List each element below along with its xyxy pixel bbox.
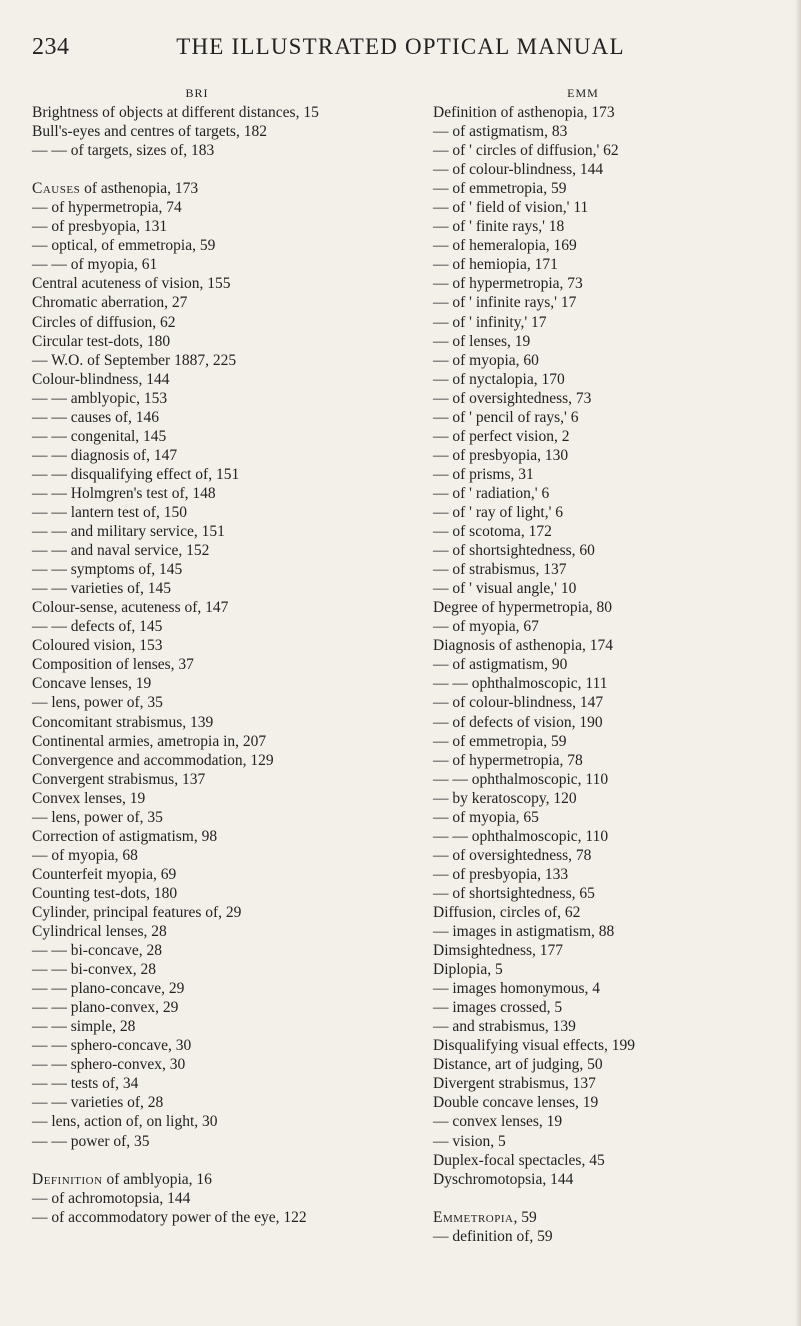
index-entry: — — varieties of, 28 [32,1094,164,1112]
index-entry: Definition of asthenopia, 173 [433,104,615,121]
index-entry: — of ' radiation,' 6 [433,484,550,502]
index-entry: — of myopia, 67 [433,618,539,636]
section-gap [32,1151,362,1170]
index-entry: — — ophthalmoscopic, 111 [433,675,608,693]
index-entry: — — symptoms of, 145 [32,561,183,579]
index-entry: — of scotoma, 172 [433,523,552,541]
index-entry: — of ' visual angle,' 10 [433,580,577,598]
index-entry: — vision, 5 [433,1132,506,1150]
index-entry: — of hemiopia, 171 [433,256,558,274]
index-entry: — of emmetropia, 59 [433,180,567,198]
index-entry: — — causes of, 146 [32,408,159,426]
index-entry: — of hemeralopia, 169 [433,237,577,255]
index-entry: — of hypermetropia, 78 [433,751,583,769]
index-entry: — of defects of vision, 190 [433,713,603,731]
page-number: 234 [32,34,70,60]
index-entry: — lens, action of, on light, 30 [32,1113,218,1131]
running-head: THE ILLUSTRATED OPTICAL MANUAL [176,34,625,59]
index-entry: — — simple, 28 [32,1018,136,1036]
index-entry: — images crossed, 5 [433,999,563,1017]
index-entry: — images in astigmatism, 88 [433,923,615,941]
index-entry: — — sphero-convex, 30 [32,1056,186,1074]
index-entry: Central acuteness of vision, 155 [32,275,231,293]
index-entry: Causes of asthenopia, 173 [32,180,199,198]
index-entry: — of emmetropia, 59 [433,732,567,750]
index-entry: Degree of hypermetropia, 80 [433,599,613,617]
index-entry: Counterfeit myopia, 69 [32,865,177,883]
index-entry: — of oversightedness, 78 [433,846,592,864]
index-entry: — of myopia, 60 [433,351,539,369]
index-column-left [32,84,362,1227]
index-entry: — — plano-convex, 29 [32,999,179,1017]
index-entry: — — ophthalmoscopic, 110 [433,827,609,845]
index-entry: — — bi-convex, 28 [32,961,156,979]
index-entry: — — and naval service, 152 [32,542,210,560]
index-entry: — lens, power of, 35 [32,694,163,712]
index-entry: — — defects of, 145 [32,618,163,636]
index-entry: — of hypermetropia, 74 [32,199,182,217]
index-entry: Definition of amblyopia, 16 [32,1170,212,1188]
index-entry: — optical, of emmetropia, 59 [32,237,216,255]
index-entry: — of presbyopia, 131 [32,218,168,236]
index-entry: Duplex-focal spectacles, 45 [433,1151,605,1169]
index-entry: — of achromotopsia, 144 [32,1189,191,1207]
index-entry: Diagnosis of asthenopia, 174 [433,637,613,655]
index-entry: Divergent strabismus, 137 [433,1075,596,1093]
index-entry: — — varieties of, 145 [32,580,172,598]
index-entry: Circles of diffusion, 62 [32,313,176,331]
index-entry: — — power of, 35 [32,1132,150,1150]
index-entry: — of ' field of vision,' 11 [433,199,589,217]
index-entry: Concomitant strabismus, 139 [32,713,214,731]
index-entry: — of strabismus, 137 [433,561,567,579]
guide-word-right: EMM [567,86,599,100]
index-entry: — of accommodatory power of the eye, 122 [32,1208,307,1226]
index-entry: — of ' infinite rays,' 17 [433,294,577,312]
index-entry: — and strabismus, 139 [433,1018,576,1036]
index-entry: Dimsightedness, 177 [433,942,564,960]
index-entry: — of lenses, 19 [433,332,531,350]
index-entry: — lens, power of, 35 [32,808,163,826]
index-entry: Convergent strabismus, 137 [32,770,206,788]
index-entry: Distance, art of judging, 50 [433,1056,603,1074]
index-entry: Coloured vision, 153 [32,637,163,655]
index-entry: — — sphero-concave, 30 [32,1037,192,1055]
index-entry: Correction of astigmatism, 98 [32,827,218,845]
index-entry: — — congenital, 145 [32,427,167,445]
index-entry: — — of targets, sizes of, 183 [32,142,215,160]
index-entry: Diplopia, 5 [433,961,503,979]
index-entry: — by keratoscopy, 120 [433,789,577,807]
index-entry: — — disqualifying effect of, 151 [32,465,240,483]
index-entry: Cylinder, principal features of, 29 [32,903,242,921]
index-entry: Counting test-dots, 180 [32,884,178,902]
index-entry: — of hypermetropia, 73 [433,275,583,293]
index-entry: — of presbyopia, 133 [433,865,569,883]
index-entry: Disqualifying visual effects, 199 [433,1037,636,1055]
index-entry: — — ophthalmoscopic, 110 [433,770,609,788]
index-entry: — of shortsightedness, 60 [433,542,595,560]
index-entry: Composition of lenses, 37 [32,656,194,674]
index-entry: Cylindrical lenses, 28 [32,923,167,941]
index-entry: Colour-sense, acuteness of, 147 [32,599,229,617]
index-entry: Circular test-dots, 180 [32,332,171,350]
index-entry: — of shortsightedness, 65 [433,884,595,902]
index-entry: — of ' pencil of rays,' 6 [433,408,579,426]
index-entry: — W.O. of September 1887, 225 [32,351,237,369]
index-entry: — images homonymous, 4 [433,980,601,998]
index-entry: Concave lenses, 19 [32,675,152,693]
index-entry: — of presbyopia, 130 [433,446,569,464]
index-entry: Brightness of objects at different distances, 15 [32,104,319,121]
section-gap [433,1189,798,1208]
index-entry: — — bi-concave, 28 [32,942,162,960]
index-entry: — of ' circles of diffusion,' 62 [433,142,619,160]
index-column-right [433,84,798,1246]
index-entry: — — amblyopic, 153 [32,389,168,407]
index-entry: Double concave lenses, 19 [433,1094,599,1112]
index-entry: — — of myopia, 61 [32,256,158,274]
index-entry: — — plano-concave, 29 [32,980,185,998]
index-entry: — of ' finite rays,' 18 [433,218,565,236]
index-entry: — of myopia, 65 [433,808,539,826]
page-header [0,34,801,64]
index-entry: Colour-blindness, 144 [32,370,170,388]
index-entry: Chromatic aberration, 27 [32,294,188,312]
index-entry: Bull's-eyes and centres of targets, 182 [32,123,267,141]
index-entry: Dyschromotopsia, 144 [433,1170,574,1188]
index-entry: — — diagnosis of, 147 [32,446,178,464]
index-entry: — of colour-blindness, 144 [433,161,604,179]
index-entry: — of myopia, 68 [32,846,138,864]
index-entry: Convergence and accommodation, 129 [32,751,274,769]
index-entry: — of astigmatism, 90 [433,656,568,674]
index-entry: — convex lenses, 19 [433,1113,563,1131]
index-entry: — of colour-blindness, 147 [433,694,604,712]
index-entry: Continental armies, ametropia in, 207 [32,732,267,750]
section-gap [32,160,362,179]
index-entry: — of ' ray of light,' 6 [433,503,563,521]
index-entry: — — Holmgren's test of, 148 [32,484,216,502]
index-entry: — of oversightedness, 73 [433,389,592,407]
index-entry: — of ' infinity,' 17 [433,313,547,331]
index-entry: Diffusion, circles of, 62 [433,903,581,921]
index-entry: — of perfect vision, 2 [433,427,570,445]
index-entry: — — tests of, 34 [32,1075,139,1093]
index-entry: Emmetropia, 59 [433,1208,537,1226]
index-entry: — — and military service, 151 [32,523,225,541]
index-entry: — of astigmatism, 83 [433,123,568,141]
index-entry: — of nyctalopia, 170 [433,370,565,388]
guide-word-left: BRI [185,86,209,100]
index-entry: Convex lenses, 19 [32,789,146,807]
index-entry: — of prisms, 31 [433,465,534,483]
index-entry: — — lantern test of, 150 [32,503,187,521]
page-edge-shadow [795,0,801,1326]
index-entry: — definition of, 59 [433,1227,553,1245]
